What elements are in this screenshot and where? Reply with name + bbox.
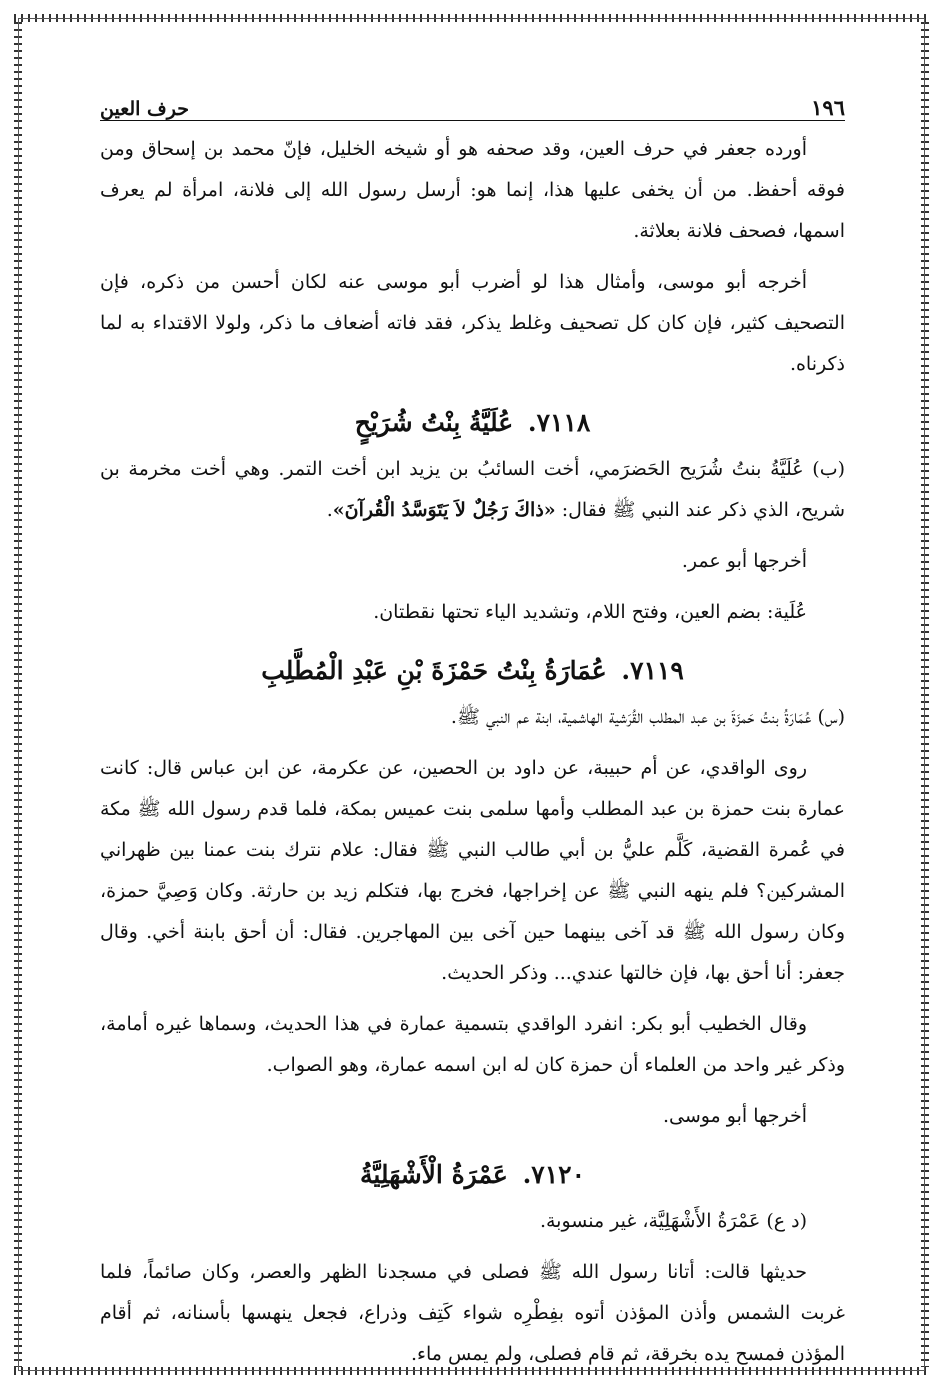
hadith-quote: «ذاكَ رَجُلٌ لاَ يَتَوَسَّدُ الْقُرآنَ» [332,499,556,521]
intro-paragraph-1: أورده جعفر في حرف العين، وقد صحفه هو أو شيخه الخليل، فإنّ محمد بن إسحاق ومن فوقه أحفظ. من أن يخفى عليها هذا، إنما هو: أرسل رسول الله إلى فلانة، امرأة لم يعرف اسمها، فصحف فلانة بعلاثة. [100,138,845,242]
entry-paragraph: وقال الخطيب أبو بكر: انفرد الواقدي بتسمية عمارة في هذا الحديث، وسماها غيره أمامة، وذكر غير واحد من العلماء أن حمزة كان له ابن اسمه عمارة، وهو الصواب. [100,1013,845,1076]
entry-paragraph: (د ع) عَمْرَةُ الأَشْهَلِيَّة، غير منسوبة. [539,1210,807,1232]
running-title: حرف العين [100,98,189,120]
entry-name: عَمْرَةُ الْأَشْهَلِيَّةُ [359,1160,508,1189]
entry-number: ٧١١٨. [527,408,591,437]
entry-name: عُلَيَّةُ بِنْتُ شُرَيْحٍ [354,408,514,437]
entry-heading-7118 [100,403,845,443]
entry-paragraph: أخرجها أبو عمر. [681,550,807,572]
page-number: ١٩٦ [811,95,845,120]
entry-number: ٧١٢٠. [522,1160,586,1189]
entry-paragraph: (س) عُمَارَةُ بنتُ حَمزَةَ بن عبد المطلب القُرَشية الهاشمية، ابنة عم النبي ﷺ. [450,706,845,728]
entry-paragraph: عُلَية: بضم العين، وفتح اللام، وتشديد الياء تحتها نقطتان. [373,601,807,623]
text-run: (ب) عُلَيَّةُ بنتُ شُرَيح الحَضرَمي، أخت السائبُ بن يزيد ابن أخت التمر. وهي أخت مخرمة بن شريح، الذي ذكر عند النبي ﷺ فقال: [100,458,845,521]
entry-paragraph: حديثها قالت: أتانا رسول الله ﷺ فصلى في مسجدنا الظهر والعصر، وكان صائماً، فلما غربت الشمس وأذن المؤذن أتوه بفِطْرِه شواء كَتِف وذراع، فجعل ينهسها بأسنانه، ثم أقام المؤذن فمسح يده بخرقة، ثم قام فصلى، ولم يمس ماء. [100,1261,845,1365]
entry-paragraph: أخرجها أبو موسى. [662,1105,807,1127]
entry-paragraph [100,449,845,531]
intro-paragraph-2: أخرجه أبو موسى، وأمثال هذا لو أضرب أبو موسى عنه لكان أحسن من ذكره، فإن التصحيف كثير، فإن كان كل تصحيف وغلط يذكر، فقد فاته أضعاف ما ذكر، ولولا الاقتداء به لما ذكرناه. [100,271,845,375]
text-run: . [326,499,333,521]
entry-heading-7120 [100,1155,845,1195]
running-header [100,86,845,121]
entry-name: عُمَارَةُ بِنْتُ حَمْزَةَ بْنِ عَبْدِ الْمُطَّلِبِ [261,656,607,685]
entry-heading-7119 [100,651,845,691]
page-content [100,86,845,1385]
entry-paragraph: روى الواقدي، عن أم حبيبة، عن داود بن الحصين، عن عكرمة، عن ابن عباس قال: كانت عمارة بنت حمزة بن عبد المطلب وأمها سلمى بنت عميس بمكة، فلما قدم رسول الله ﷺ مكة في عُمرة القضية، كَلَّم عليُّ بن أبي طالب النبي ﷺ فقال: علام نترك بنت عمنا بين ظهراني المشركين؟ فلم ينهه النبي ﷺ عن إخراجها، فخرج بها، فتكلم زيد بن حارثة. وكان وَصِيَّ حمزة، وكان رسول الله ﷺ قد آخى بينهما حين آخى بين المهاجرين. فقال: أن أحق بابنة أخي. وقال جعفر: أنا أحق بها، فإن خالتها عندي... وذكر الحديث. [100,757,845,984]
entry-number: ٧١١٩. [621,656,684,685]
